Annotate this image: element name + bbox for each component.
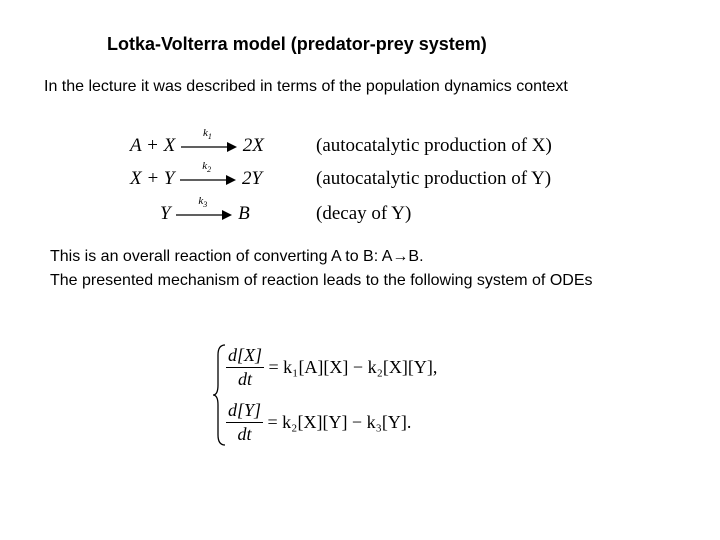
reaction-1 — [130, 126, 264, 157]
reaction-2 — [130, 159, 263, 190]
reaction-rhs: B — [238, 203, 250, 224]
derivative-fraction: $\frac{d[Y]}{dt}$ — [228, 400, 262, 444]
overall-reaction-text: This is an overall reaction of converting A to B: A→B. — [50, 248, 424, 265]
reaction-arrow — [176, 194, 232, 222]
arrow-icon — [176, 208, 232, 222]
reaction-comment: (decay of Y) — [316, 203, 412, 224]
reaction-rhs: 2Y — [242, 168, 263, 189]
rate-constant: $k_2$ — [202, 159, 212, 174]
arrow-icon — [180, 173, 236, 187]
reaction-arrow — [180, 159, 236, 187]
reaction-lhs: X + Y — [130, 168, 175, 189]
intro-text: In the lecture it was described in terms of the population dynamics context — [44, 78, 568, 95]
reaction-3 — [160, 194, 250, 225]
ode-2 — [226, 400, 411, 445]
derivative-fraction: $\frac{d[X]}{dt}$ — [228, 345, 263, 389]
ode-rhs: = k₁[A][X] − k₂[X][Y], — [268, 357, 438, 377]
reaction-comment: (autocatalytic production of Y) — [316, 168, 552, 189]
arrow-icon — [181, 140, 237, 154]
mechanism-text: The presented mechanism of reaction leads to the following system of ODEs — [50, 272, 593, 289]
reaction-lhs: Y — [160, 203, 171, 224]
ode-rhs: = k₂[X][Y] − k₃[Y]. — [267, 412, 412, 432]
reaction-comment: (autocatalytic production of X) — [316, 135, 552, 156]
ode-1 — [226, 345, 437, 390]
reaction-arrow — [181, 126, 237, 154]
rate-constant: $k_3$ — [198, 194, 208, 209]
rate-constant: $k_1$ — [202, 126, 212, 141]
page-title: Lotka-Volterra model (predator-prey system) — [107, 34, 487, 54]
reaction-lhs: A + X — [130, 135, 176, 156]
reaction-rhs: 2X — [242, 135, 264, 156]
